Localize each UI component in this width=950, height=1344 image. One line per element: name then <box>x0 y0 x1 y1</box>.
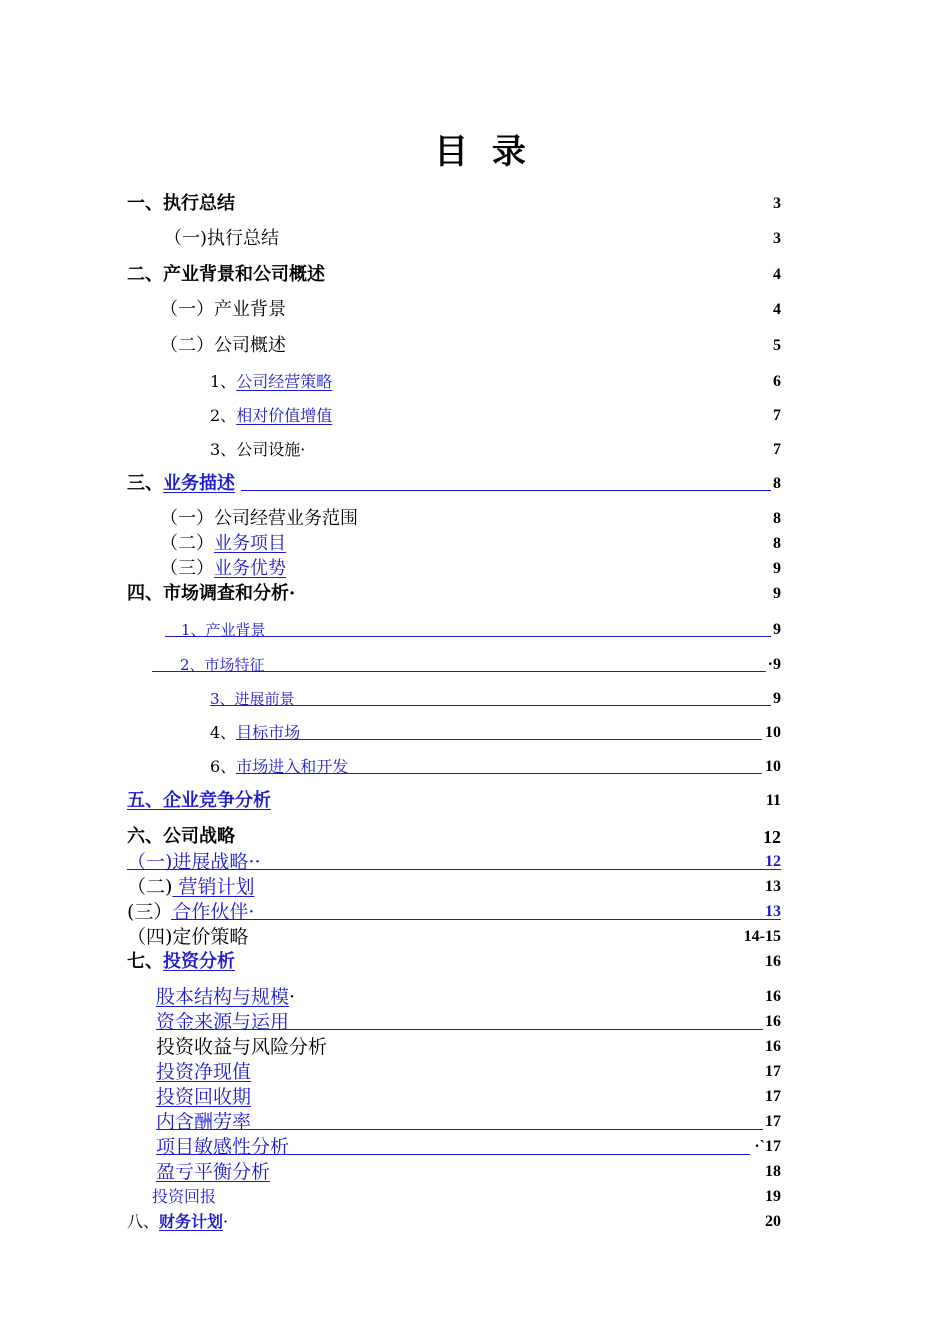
toc-page-number: 9 <box>773 621 781 638</box>
toc-page-number: 17 <box>765 1088 781 1105</box>
toc-leader-line <box>156 1154 750 1155</box>
toc-page-number: 12 <box>763 827 781 847</box>
toc-label: 内含酬劳率 <box>156 1111 252 1133</box>
toc-leader-line <box>156 1129 763 1130</box>
toc-entry[interactable] <box>127 582 781 606</box>
toc-page-number: 17 <box>765 1113 781 1130</box>
toc-label: 六、公司战略 <box>127 826 235 847</box>
toc-entry[interactable] <box>127 263 781 287</box>
toc-entry[interactable] <box>210 438 781 462</box>
toc-label: （四)定价策略 <box>127 926 249 948</box>
toc-page-number: 9 <box>773 560 781 577</box>
toc-label: 6、市场进入和开发 <box>210 757 349 776</box>
toc-entry[interactable] <box>160 532 781 556</box>
toc-label: 1、公司经营策略 <box>210 372 333 391</box>
toc-label: （二) 营销计划 <box>127 876 255 898</box>
toc-entry[interactable] <box>210 755 781 779</box>
toc-label: 2、市场特征 <box>180 656 265 674</box>
toc-page-number: 7 <box>773 407 781 424</box>
toc-page-number: 3 <box>773 230 781 247</box>
toc-entry[interactable] <box>156 1085 781 1109</box>
toc-leader-line <box>127 869 781 870</box>
toc-entry[interactable] <box>156 1160 781 1184</box>
toc-page-number: 13 <box>765 878 781 895</box>
toc-page-number: 11 <box>765 792 781 809</box>
toc-leader-line <box>236 773 762 774</box>
toc-page-number: 10 <box>765 724 781 741</box>
toc-leader-line <box>171 919 781 920</box>
toc-label: 1、产业背景 <box>181 621 266 639</box>
toc-leader-line <box>236 739 762 740</box>
toc-label: 投资净现值 <box>156 1061 252 1083</box>
toc-label: 3、进展前景 <box>210 690 295 708</box>
toc-entry[interactable] <box>152 653 781 677</box>
toc-label: (三）合作伙伴· <box>127 901 255 923</box>
toc-label: （二）公司概述 <box>160 335 286 356</box>
toc-page-number: 8 <box>773 475 781 492</box>
toc-page-number: 19 <box>765 1188 781 1205</box>
toc-page-number: 16 <box>765 988 781 1005</box>
toc-label: （二）业务项目 <box>160 533 286 554</box>
toc-leader-line <box>210 705 771 706</box>
toc-label: 投资回收期 <box>156 1086 252 1108</box>
toc-label: （一）公司经营业务范围 <box>160 508 358 529</box>
toc-entry[interactable] <box>127 850 781 874</box>
toc-page-number: 4 <box>773 301 781 318</box>
toc-entry[interactable] <box>156 1135 781 1159</box>
toc-entry[interactable] <box>127 825 781 849</box>
toc-page-number: 5 <box>773 337 781 354</box>
toc-label: 一、执行总结 <box>127 193 235 214</box>
toc-entry[interactable] <box>127 875 781 899</box>
toc-label: （一）产业背景 <box>160 299 286 320</box>
toc-label: （三）业务优势 <box>160 558 286 579</box>
toc-leader-line <box>165 636 771 637</box>
toc-label: 股本结构与规模· <box>156 986 296 1008</box>
toc-page-number: 16 <box>765 1038 781 1055</box>
toc-page-number: 17 <box>765 1063 781 1080</box>
toc-label: （一)执行总结 <box>164 228 280 249</box>
toc-leader-line <box>152 671 766 672</box>
toc-entry[interactable] <box>160 334 781 358</box>
toc-entry[interactable] <box>156 1010 781 1034</box>
toc-page-number: 16 <box>765 953 781 970</box>
toc-entry[interactable] <box>156 1110 781 1134</box>
toc-label: 2、相对价值增值 <box>210 406 333 425</box>
toc-page-number: ·9 <box>767 656 781 673</box>
toc-page-number: 4 <box>773 266 781 283</box>
toc-entry[interactable] <box>127 925 781 949</box>
toc-label: 资金来源与运用 <box>156 1011 290 1033</box>
toc-entry[interactable] <box>156 1035 781 1059</box>
toc-label: （一)进展战略·· <box>127 851 261 873</box>
toc-page-number: 9 <box>773 690 781 707</box>
toc-entry[interactable] <box>210 370 781 394</box>
toc-entry[interactable] <box>210 404 781 428</box>
toc-entry[interactable] <box>152 1185 781 1209</box>
toc-entry[interactable] <box>160 298 781 322</box>
toc-label: 3、公司设施· <box>210 440 306 459</box>
toc-entry[interactable] <box>160 557 781 581</box>
toc-page-number: 16 <box>765 1013 781 1030</box>
toc-page-number: ·`17 <box>754 1138 781 1155</box>
toc-label: 项目敏感性分析 <box>156 1136 290 1158</box>
toc-page-number: 20 <box>765 1213 781 1230</box>
toc-entry[interactable] <box>127 1210 781 1234</box>
toc-label: 七、投资分析 <box>127 951 235 972</box>
toc-entry[interactable] <box>156 985 781 1009</box>
toc-entry[interactable] <box>210 687 781 711</box>
toc-leader-line <box>156 1029 763 1030</box>
toc-page-number: 10 <box>765 758 781 775</box>
toc-label: 投资回报 <box>152 1187 217 1206</box>
toc-entry[interactable] <box>127 900 781 924</box>
toc-entry[interactable] <box>165 618 781 642</box>
toc-entry[interactable] <box>127 192 781 216</box>
toc-entry[interactable] <box>164 227 781 251</box>
toc-label: 4、目标市场 <box>210 723 301 742</box>
toc-label: 三、业务描述 <box>127 473 235 494</box>
toc-page-number: 13 <box>765 903 781 920</box>
toc-label: 盈亏平衡分析 <box>156 1161 271 1183</box>
toc-entry[interactable] <box>160 507 781 531</box>
toc-page-number: 18 <box>765 1163 781 1180</box>
toc-page-number: 9 <box>773 585 781 602</box>
toc-page-number: 14-15 <box>743 928 781 945</box>
toc-page-number: 6 <box>773 373 781 390</box>
toc-label: 八、财务计划· <box>127 1212 229 1231</box>
toc-page-number: 3 <box>773 195 781 212</box>
toc-label: 投资收益与风险分析 <box>156 1036 328 1058</box>
toc-page-number: 7 <box>773 441 781 458</box>
toc-entry[interactable] <box>127 789 781 813</box>
toc-entry[interactable] <box>156 1060 781 1084</box>
toc-label: 五、企业竞争分析 <box>127 790 271 811</box>
toc-page-number: 12 <box>765 853 781 870</box>
toc-leader-line <box>241 490 771 491</box>
toc-page-number: 8 <box>773 510 781 527</box>
toc-entry[interactable] <box>210 721 781 745</box>
toc-entry[interactable] <box>127 472 781 496</box>
page-title: 目 录 <box>434 132 532 172</box>
toc-label: 四、市场调查和分析· <box>127 583 296 604</box>
toc-label: 二、产业背景和公司概述 <box>127 264 325 285</box>
toc-entry[interactable] <box>127 950 781 974</box>
toc-page-number: 8 <box>773 535 781 552</box>
